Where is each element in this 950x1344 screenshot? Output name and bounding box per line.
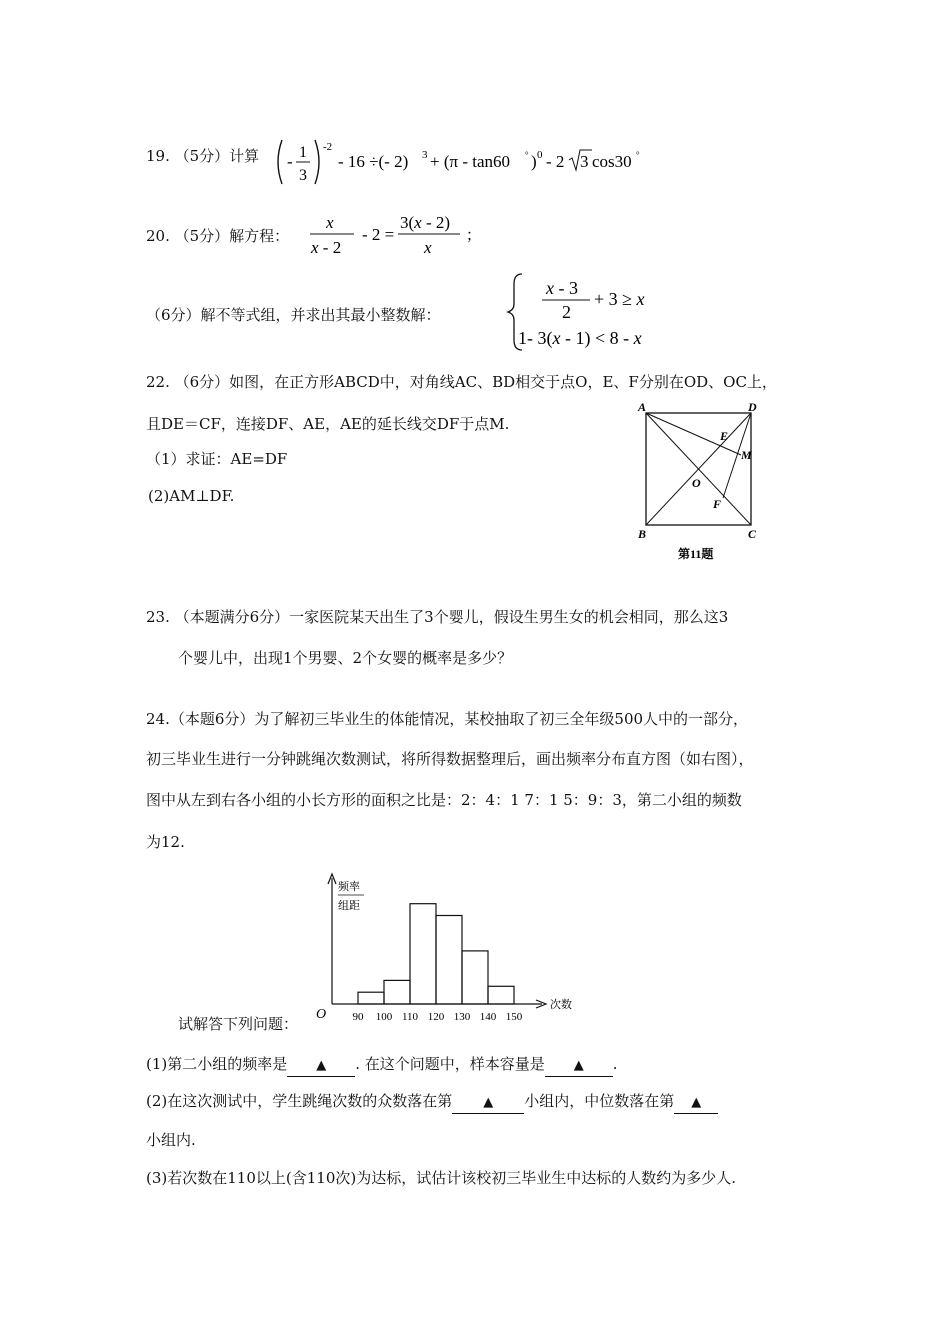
svg-text:x - 3: x - 3 — [546, 278, 578, 298]
svg-text:°: ° — [525, 150, 529, 160]
svg-text:+ (π - tan60: + (π - tan60 — [430, 152, 511, 171]
svg-text:- 2 =: - 2 = — [362, 225, 395, 244]
q24-line4: 为12. — [146, 833, 185, 851]
svg-text:x: x — [326, 213, 334, 232]
svg-text:3: 3 — [580, 152, 589, 171]
q24-part2 — [146, 1091, 718, 1114]
svg-text:-2: -2 — [323, 141, 333, 153]
svg-text:0: 0 — [537, 149, 543, 161]
x-tick-label: 140 — [479, 1011, 497, 1023]
y-label-bottom: 组距 — [338, 900, 360, 912]
q24-prompt: 试解答下列问题： — [178, 1015, 299, 1033]
svg-text:1- 3(x - 1) < 8 - x: 1- 3(x - 1) < 8 - x — [518, 328, 642, 348]
label-c: C — [748, 527, 757, 541]
q20-number: 20. — [146, 227, 170, 245]
label-b: B — [638, 527, 647, 541]
label-e: E — [720, 429, 729, 443]
q24-part1-a: (1)第二小组的频率是 — [146, 1055, 288, 1073]
svg-text:cos30: cos30 — [592, 152, 632, 171]
q24-line2: 初三毕业生进行一分钟跳绳次数测试，将所得数据整理后，画出频率分布直方图（如右图）， — [146, 750, 754, 768]
svg-text:3(x - 2): 3(x - 2) — [400, 213, 451, 232]
label-a: A — [638, 400, 647, 414]
svg-text:-: - — [287, 152, 293, 171]
q22-line2: 且DE＝CF，连接DF、AE，AE的延长线交DF于点M. — [146, 415, 510, 433]
histogram-bar-3 — [410, 904, 436, 1004]
q22-line1: 22. （6分）如图，在正方形ABCD中，对角线AC、BD相交于点O，E、F分别在OD、OC上， — [146, 373, 777, 391]
label-d: D — [748, 400, 757, 414]
q20-equation — [306, 206, 506, 266]
q21-system-svg — [506, 270, 686, 354]
x-tick-label: 130 — [453, 1011, 471, 1023]
square-figure-svg — [628, 395, 768, 565]
svg-text:): ) — [531, 152, 537, 171]
figure-caption: 第11题 — [678, 547, 714, 561]
q21 — [146, 305, 441, 325]
answer-blank-1[interactable] — [287, 1054, 355, 1077]
q24-part3: (3)若次数在110以上(含110次)为达标，试估计该校初三毕业生中达标的人数约为多少人. — [146, 1169, 736, 1187]
svg-text:3: 3 — [422, 149, 428, 161]
histogram-svg — [306, 868, 596, 1028]
q19-formula-svg — [272, 136, 652, 192]
label-f: F — [713, 497, 722, 511]
histogram-bar-4 — [436, 916, 462, 1005]
histogram-bar-2 — [384, 980, 410, 1004]
histogram-bar-6 — [488, 986, 514, 1004]
svg-text:3: 3 — [299, 167, 307, 184]
svg-text:2: 2 — [562, 302, 571, 322]
q23-line2: 个婴儿中，出现1个男婴、2个女婴的概率是多少？ — [178, 649, 513, 667]
blank-marker: ▲ — [483, 1095, 494, 1110]
q19 — [146, 146, 259, 166]
q20 — [146, 226, 289, 246]
q24-line1: 24.（本题6分）为了解初三毕业生的体能情况，某校抽取了初三全年级500人中的一部分， — [146, 710, 749, 728]
svg-text:- 2: - 2 — [546, 152, 565, 171]
blank-marker: ▲ — [316, 1058, 327, 1073]
q22-sub2: (2)AM⊥DF. — [148, 487, 235, 505]
svg-text:- 16 ÷(- 2): - 16 ÷(- 2) — [338, 152, 409, 171]
x-axis-label: 次数 — [550, 999, 572, 1011]
blank-marker: ▲ — [691, 1095, 702, 1110]
label-m: M — [741, 448, 752, 462]
q24-part1-c: . — [612, 1055, 618, 1073]
q24-part2-b: 小组内，中位数落在第 — [524, 1092, 675, 1110]
svg-text:x - 2: x - 2 — [311, 238, 342, 257]
q21-system — [506, 270, 686, 358]
histogram-bar-5 — [462, 951, 488, 1004]
svg-text:+ 3 ≥ x: + 3 ≥ x — [594, 289, 645, 309]
q20-score: （5分）解方程： — [174, 227, 290, 245]
q19-number: 19. — [146, 147, 170, 165]
q24-part2-c: 小组内. — [146, 1131, 196, 1149]
q22-figure — [628, 395, 768, 569]
q24-part2-a: (2)在这次测试中，学生跳绳次数的众数落在第 — [146, 1092, 453, 1110]
svg-text:；: ； — [466, 228, 482, 244]
histogram — [306, 868, 596, 1032]
answer-blank-2[interactable] — [545, 1054, 613, 1077]
q22-sub1: （1）求证：AE=DF — [146, 450, 288, 468]
svg-text:°: ° — [636, 150, 640, 160]
svg-text:x: x — [424, 238, 432, 257]
q24-line3: 图中从左到右各小组的小长方形的面积之比是：2：4：1 7：1 5：9：3，第二小组的频数 — [146, 791, 742, 809]
answer-blank-4[interactable] — [674, 1091, 718, 1114]
label-o: O — [692, 476, 701, 490]
answer-blank-3[interactable] — [452, 1091, 524, 1114]
origin-label: O — [316, 1007, 327, 1022]
x-tick-label: 150 — [505, 1011, 523, 1023]
x-tick-label: 100 — [375, 1011, 393, 1023]
q20-equation-svg — [306, 206, 506, 262]
q19-score: （5分）计算 — [174, 147, 260, 165]
q24-part1 — [146, 1054, 618, 1077]
histogram-bar-1 — [358, 992, 384, 1004]
q24-part1-b: . 在这个问题中，样本容量是 — [355, 1055, 545, 1073]
x-tick-label: 120 — [427, 1011, 445, 1023]
q23-line1: 23. （本题满分6分）一家医院某天出生了3个婴儿，假设生男生女的机会相同，那么这3 — [146, 608, 729, 626]
x-tick-label: 90 — [352, 1011, 364, 1023]
blank-marker: ▲ — [573, 1058, 584, 1073]
y-label-top: 频率 — [338, 881, 360, 893]
x-tick-label: 110 — [401, 1011, 419, 1023]
svg-text:1: 1 — [299, 144, 307, 161]
q21-text: （6分）解不等式组，并求出其最小整数解： — [146, 306, 441, 324]
